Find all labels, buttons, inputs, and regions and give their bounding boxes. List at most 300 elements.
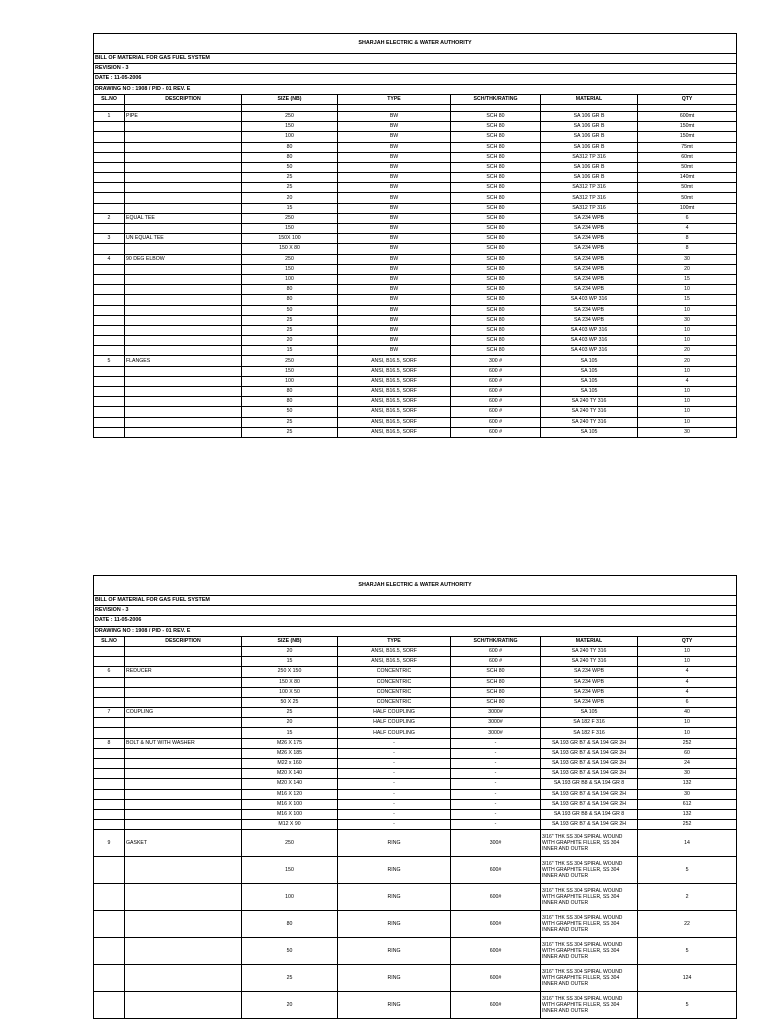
- table-cell: SCH 80: [451, 254, 541, 264]
- table-cell: SA 403 WP 316: [541, 295, 638, 305]
- table-cell: M16 X 100: [242, 809, 338, 819]
- table-row: [94, 884, 737, 911]
- table-cell: 3/16" THK SS 304 SPIRAL WOUND WITH GRAPHITE FILLER, SS 304 INNER AND OUTER: [541, 830, 638, 857]
- table-cell: BW: [338, 122, 451, 132]
- table-cell: [125, 884, 242, 911]
- table-cell: -: [338, 738, 451, 748]
- table-cell: SA 106 GR B: [541, 142, 638, 152]
- table-cell: BW: [338, 336, 451, 346]
- table-cell: 25: [242, 708, 338, 718]
- table-cell: 8: [638, 234, 737, 244]
- table-cell: 250: [242, 356, 338, 366]
- table-cell: [125, 193, 242, 203]
- table-cell: 600#: [451, 911, 541, 938]
- table-row: [94, 346, 737, 356]
- table-cell: RING: [338, 938, 451, 965]
- table-cell: [94, 718, 125, 728]
- table-cell: M16 X 120: [242, 789, 338, 799]
- table-cell: [125, 264, 242, 274]
- table-cell: 30: [638, 789, 737, 799]
- table-cell: RING: [338, 965, 451, 992]
- table-cell: ANSI, B16.5, SORF: [338, 376, 451, 386]
- table-row: [94, 183, 737, 193]
- table-row: [94, 173, 737, 183]
- table-cell: [125, 677, 242, 687]
- table-cell: [94, 857, 125, 884]
- table-cell: SA 106 GR B: [541, 132, 638, 142]
- table-cell: -: [338, 759, 451, 769]
- table-cell: SA 193 GR B7 & SA 194 GR 2H: [541, 748, 638, 758]
- table-cell: 2: [638, 884, 737, 911]
- table-cell: ANSI, B16.5, SORF: [338, 387, 451, 397]
- table-cell: SA312 TP 316: [541, 183, 638, 193]
- table-row: [94, 687, 737, 697]
- table-cell: SA 105: [541, 376, 638, 386]
- table-row: [94, 387, 737, 397]
- table-cell: [94, 992, 125, 1019]
- table-cell: 600 #: [451, 397, 541, 407]
- table-cell: 20: [242, 193, 338, 203]
- col-header: SL.NO: [94, 94, 125, 104]
- table-row: [94, 427, 737, 437]
- table-cell: [125, 799, 242, 809]
- table-cell: SA 234 WPB: [541, 234, 638, 244]
- table-cell: 600#: [451, 992, 541, 1019]
- table-cell: SCH 80: [451, 697, 541, 707]
- column-header-row: [94, 636, 737, 646]
- table-cell: -: [451, 769, 541, 779]
- table-cell: [125, 152, 242, 162]
- table-cell: 3/16" THK SS 304 SPIRAL WOUND WITH GRAPHITE FILLER, SS 304 INNER AND OUTER: [541, 938, 638, 965]
- table-row: [94, 857, 737, 884]
- table-cell: SCH 80: [451, 244, 541, 254]
- table-cell: [94, 142, 125, 152]
- table-cell: 30: [638, 769, 737, 779]
- table-cell: FLANGES: [125, 356, 242, 366]
- table-cell: 4: [638, 687, 737, 697]
- table-row: [94, 708, 737, 718]
- table-row: [94, 728, 737, 738]
- table-cell: 15: [638, 295, 737, 305]
- table-row: [94, 830, 737, 857]
- spacer-row: [94, 104, 737, 111]
- table-cell: RING: [338, 992, 451, 1019]
- table-cell: SA 193 GR B8 & SA 194 GR 8: [541, 809, 638, 819]
- table-cell: 150: [242, 264, 338, 274]
- table-cell: [94, 224, 125, 234]
- table-cell: 40: [638, 708, 737, 718]
- table-cell: [125, 809, 242, 819]
- table-row: [94, 397, 737, 407]
- table-cell: [94, 193, 125, 203]
- table-row: [94, 336, 737, 346]
- table-cell: [94, 728, 125, 738]
- table-cell: [125, 417, 242, 427]
- table-cell: [94, 295, 125, 305]
- table-row: [94, 667, 737, 677]
- table-row: [94, 366, 737, 376]
- table-cell: M20 X 140: [242, 779, 338, 789]
- table-cell: 60mt: [638, 152, 737, 162]
- table-cell: SCH 80: [451, 305, 541, 315]
- table-cell: [125, 759, 242, 769]
- table-cell: 3000#: [451, 718, 541, 728]
- table-cell: 20: [242, 718, 338, 728]
- table-cell: 25: [242, 965, 338, 992]
- table-cell: 10: [638, 325, 737, 335]
- table-cell: 9: [94, 830, 125, 857]
- drawing-number: DRAWING NO : 1908 / PID - 01 REV. E: [94, 84, 737, 94]
- table-cell: SA 193 GR B8 & SA 194 GR 8: [541, 779, 638, 789]
- table-row: [94, 213, 737, 223]
- table-cell: [94, 759, 125, 769]
- table-cell: 600 #: [451, 417, 541, 427]
- table-cell: SA 193 GR B7 & SA 194 GR 2H: [541, 769, 638, 779]
- table-cell: 4: [638, 667, 737, 677]
- table-cell: SA 193 GR B7 & SA 194 GR 2H: [541, 759, 638, 769]
- table-cell: [94, 427, 125, 437]
- table-cell: [94, 407, 125, 417]
- table-cell: -: [338, 799, 451, 809]
- table-cell: SCH 80: [451, 203, 541, 213]
- table-cell: 50mt: [638, 162, 737, 172]
- table-cell: [125, 657, 242, 667]
- table-cell: SA 240 TY 316: [541, 646, 638, 656]
- table-cell: 20: [638, 264, 737, 274]
- table-cell: SA 105: [541, 708, 638, 718]
- table-cell: CONCENTRIC: [338, 677, 451, 687]
- table-cell: 100: [242, 376, 338, 386]
- table-row: [94, 305, 737, 315]
- table-cell: 10: [638, 285, 737, 295]
- col-header: TYPE: [338, 94, 451, 104]
- table-cell: SCH 80: [451, 234, 541, 244]
- table-cell: [125, 697, 242, 707]
- table-cell: 6: [94, 667, 125, 677]
- table-cell: [94, 809, 125, 819]
- table-cell: [125, 336, 242, 346]
- table-cell: [94, 315, 125, 325]
- table-cell: [125, 203, 242, 213]
- table-cell: [125, 346, 242, 356]
- table-cell: 600mt: [638, 111, 737, 121]
- table-cell: 250 X 150: [242, 667, 338, 677]
- table-cell: 15: [242, 346, 338, 356]
- table-cell: REDUCER: [125, 667, 242, 677]
- table-cell: SCH 80: [451, 667, 541, 677]
- table-cell: [125, 376, 242, 386]
- table-cell: BW: [338, 173, 451, 183]
- table-cell: ANSI, B16.5, SORF: [338, 427, 451, 437]
- table-cell: [94, 122, 125, 132]
- table-row: [94, 264, 737, 274]
- table-cell: SA 234 WPB: [541, 274, 638, 284]
- table-cell: SA 105: [541, 356, 638, 366]
- col-header: SIZE (NB): [242, 636, 338, 646]
- table-cell: SCH 80: [451, 274, 541, 284]
- table-cell: ANSI, B16.5, SORF: [338, 407, 451, 417]
- table-cell: SA 234 WPB: [541, 667, 638, 677]
- table-row: [94, 809, 737, 819]
- revision: REVISION - 3: [94, 64, 737, 74]
- table-row: [94, 820, 737, 830]
- table-cell: 14: [638, 830, 737, 857]
- table-cell: 10: [638, 657, 737, 667]
- table-cell: BW: [338, 325, 451, 335]
- table-cell: [125, 857, 242, 884]
- table-cell: 100: [242, 132, 338, 142]
- table-cell: SCH 80: [451, 132, 541, 142]
- table-cell: ANSI, B16.5, SORF: [338, 657, 451, 667]
- table-cell: 5: [94, 356, 125, 366]
- table-row: [94, 315, 737, 325]
- table-cell: -: [451, 789, 541, 799]
- table-cell: 15: [242, 728, 338, 738]
- table-cell: 4: [638, 677, 737, 687]
- table-cell: 80: [242, 142, 338, 152]
- table-cell: 600 #: [451, 387, 541, 397]
- table-cell: 600#: [451, 884, 541, 911]
- table-cell: 252: [638, 738, 737, 748]
- table-cell: 600#: [451, 938, 541, 965]
- bom-table-page-2: [93, 575, 737, 1019]
- table-cell: SCH 80: [451, 142, 541, 152]
- table-cell: 3000#: [451, 728, 541, 738]
- table-cell: ANSI, B16.5, SORF: [338, 366, 451, 376]
- table-row: [94, 407, 737, 417]
- table-cell: [94, 264, 125, 274]
- table-cell: BW: [338, 203, 451, 213]
- table-cell: SA 234 WPB: [541, 285, 638, 295]
- table-cell: 132: [638, 779, 737, 789]
- table-cell: ANSI, B16.5, SORF: [338, 417, 451, 427]
- table-cell: -: [451, 799, 541, 809]
- table-cell: SCH 80: [451, 173, 541, 183]
- table-cell: EQUAL TEE: [125, 213, 242, 223]
- table-cell: SA 106 GR B: [541, 173, 638, 183]
- col-header: SL.NO: [94, 636, 125, 646]
- table-cell: SA 193 GR B7 & SA 194 GR 2H: [541, 738, 638, 748]
- table-cell: SCH 80: [451, 285, 541, 295]
- table-cell: SA 193 GR B7 & SA 194 GR 2H: [541, 789, 638, 799]
- table-cell: 1: [94, 111, 125, 121]
- table-cell: 10: [638, 397, 737, 407]
- table-cell: 25: [242, 173, 338, 183]
- table-cell: SCH 80: [451, 224, 541, 234]
- bom-title: BILL OF MATERIAL FOR GAS FUEL SYSTEM: [94, 54, 737, 64]
- table-cell: [94, 769, 125, 779]
- table-cell: 250: [242, 111, 338, 121]
- table-row: [94, 122, 737, 132]
- table-cell: M22 x 160: [242, 759, 338, 769]
- table-cell: [94, 417, 125, 427]
- table-cell: 8: [94, 738, 125, 748]
- table-cell: [94, 173, 125, 183]
- table-cell: 4: [638, 224, 737, 234]
- table-cell: 25: [242, 183, 338, 193]
- table-row: [94, 111, 737, 121]
- table-cell: [125, 779, 242, 789]
- table-row: [94, 285, 737, 295]
- table-cell: [94, 305, 125, 315]
- table-cell: 3: [94, 234, 125, 244]
- table-cell: [125, 387, 242, 397]
- table-cell: SCH 80: [451, 111, 541, 121]
- table-cell: SA 182 F 316: [541, 718, 638, 728]
- table-cell: 20: [638, 356, 737, 366]
- table-cell: BW: [338, 234, 451, 244]
- table-cell: SCH 80: [451, 315, 541, 325]
- table-cell: [125, 224, 242, 234]
- table-row: [94, 769, 737, 779]
- table-cell: 60: [638, 748, 737, 758]
- table-cell: [94, 697, 125, 707]
- table-row: [94, 657, 737, 667]
- table-cell: SA 105: [541, 427, 638, 437]
- table-cell: BW: [338, 162, 451, 172]
- table-cell: [94, 646, 125, 656]
- table-cell: 10: [638, 407, 737, 417]
- table-cell: 15: [638, 274, 737, 284]
- table-cell: [94, 244, 125, 254]
- table-cell: BW: [338, 315, 451, 325]
- table-cell: 5: [638, 992, 737, 1019]
- table-cell: SCH 80: [451, 122, 541, 132]
- table-row: [94, 646, 737, 656]
- table-cell: RING: [338, 857, 451, 884]
- table-cell: 10: [638, 646, 737, 656]
- table-cell: -: [451, 738, 541, 748]
- table-cell: [94, 325, 125, 335]
- table-cell: BW: [338, 295, 451, 305]
- table-cell: 3000#: [451, 708, 541, 718]
- table-row: [94, 254, 737, 264]
- col-header: SIZE (NB): [242, 94, 338, 104]
- table-cell: SCH 80: [451, 325, 541, 335]
- table-cell: 300 #: [451, 356, 541, 366]
- table-cell: [94, 285, 125, 295]
- table-cell: SCH 80: [451, 295, 541, 305]
- table-cell: 150: [242, 857, 338, 884]
- table-cell: 3/16" THK SS 304 SPIRAL WOUND WITH GRAPHITE FILLER, SS 304 INNER AND OUTER: [541, 992, 638, 1019]
- table-row: [94, 965, 737, 992]
- table-cell: [94, 132, 125, 142]
- table-cell: SCH 80: [451, 346, 541, 356]
- table-cell: 150mt: [638, 132, 737, 142]
- drawing-number: DRAWING NO : 1908 / PID - 01 REV. E: [94, 626, 737, 636]
- table-cell: 600 #: [451, 407, 541, 417]
- table-cell: 50mt: [638, 193, 737, 203]
- table-cell: SA 106 GR B: [541, 162, 638, 172]
- table-cell: 20: [242, 992, 338, 1019]
- table-cell: 10: [638, 718, 737, 728]
- table-cell: [94, 366, 125, 376]
- table-cell: SA 403 WP 316: [541, 336, 638, 346]
- table-cell: -: [338, 789, 451, 799]
- table-cell: 10: [638, 728, 737, 738]
- table-cell: ANSI, B16.5, SORF: [338, 356, 451, 366]
- table-cell: BW: [338, 193, 451, 203]
- table-cell: 10: [638, 336, 737, 346]
- table-cell: 5: [638, 857, 737, 884]
- table-cell: [125, 325, 242, 335]
- table-cell: [94, 387, 125, 397]
- table-cell: 75mt: [638, 142, 737, 152]
- table-row: [94, 274, 737, 284]
- table-cell: SA 106 GR B: [541, 122, 638, 132]
- table-cell: CONCENTRIC: [338, 697, 451, 707]
- table-cell: 150mt: [638, 122, 737, 132]
- table-cell: [94, 965, 125, 992]
- table-cell: 150 X 80: [242, 677, 338, 687]
- table-row: [94, 938, 737, 965]
- table-cell: 50 X 25: [242, 697, 338, 707]
- table-cell: [94, 397, 125, 407]
- table-row: [94, 779, 737, 789]
- table-cell: HALF COUPLING: [338, 708, 451, 718]
- table-row: [94, 789, 737, 799]
- col-header: QTY: [638, 94, 737, 104]
- table-cell: M26 X 175: [242, 738, 338, 748]
- table-cell: [125, 728, 242, 738]
- table-cell: -: [338, 809, 451, 819]
- table-cell: 140mt: [638, 173, 737, 183]
- col-header: DESCRIPTION: [125, 94, 242, 104]
- table-cell: -: [451, 779, 541, 789]
- table-cell: SA 240 TY 316: [541, 407, 638, 417]
- table-cell: [94, 911, 125, 938]
- table-cell: PIPE: [125, 111, 242, 121]
- table-cell: 4: [638, 376, 737, 386]
- col-header: MATERIAL: [541, 94, 638, 104]
- table-cell: [125, 992, 242, 1019]
- table-cell: 30: [638, 315, 737, 325]
- table-cell: 10: [638, 366, 737, 376]
- table-cell: 250: [242, 213, 338, 223]
- table-cell: SA 234 WPB: [541, 687, 638, 697]
- table-cell: [125, 173, 242, 183]
- table-cell: 10: [638, 417, 737, 427]
- table-cell: UN EQUAL TEE: [125, 234, 242, 244]
- table-cell: BW: [338, 274, 451, 284]
- table-cell: RING: [338, 884, 451, 911]
- table-row: [94, 132, 737, 142]
- table-cell: SA 234 WPB: [541, 315, 638, 325]
- table-cell: -: [338, 820, 451, 830]
- table-cell: [94, 376, 125, 386]
- table-cell: SA 234 WPB: [541, 697, 638, 707]
- table-cell: [125, 965, 242, 992]
- table-cell: [125, 274, 242, 284]
- table-cell: [125, 183, 242, 193]
- table-cell: M20 X 140: [242, 769, 338, 779]
- document-title: SHARJAH ELECTRIC & WATER AUTHORITY: [94, 34, 737, 54]
- table-cell: SA 234 WPB: [541, 224, 638, 234]
- table-cell: [125, 244, 242, 254]
- table-cell: 252: [638, 820, 737, 830]
- table-row: [94, 718, 737, 728]
- table-cell: SA312 TP 316: [541, 203, 638, 213]
- table-cell: HALF COUPLING: [338, 728, 451, 738]
- table-cell: [94, 748, 125, 758]
- table-cell: M16 X 100: [242, 799, 338, 809]
- table-cell: [125, 748, 242, 758]
- table-cell: SA 240 TY 316: [541, 397, 638, 407]
- col-header: MATERIAL: [541, 636, 638, 646]
- table-cell: -: [338, 779, 451, 789]
- table-cell: 250: [242, 254, 338, 264]
- table-cell: 124: [638, 965, 737, 992]
